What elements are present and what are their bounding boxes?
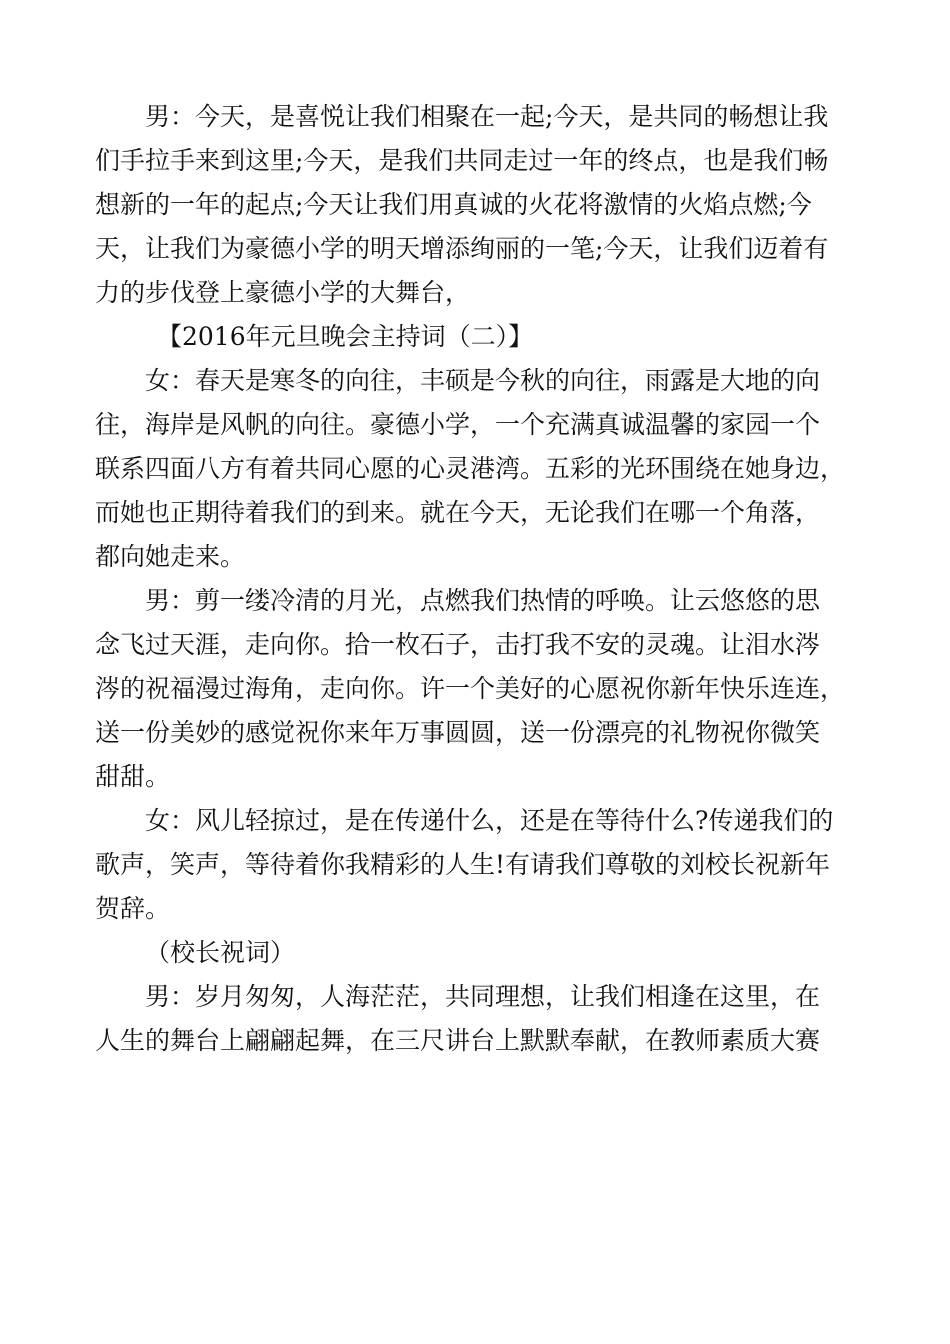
text-line: 男：剪一缕冷清的月光，点燃我们热情的呼唤。让云悠悠的思 (145, 586, 821, 615)
text-line: 而她也正期待着我们的到来。就在今天，无论我们在哪一个角落， (95, 498, 821, 527)
paragraph-intro-male (95, 95, 857, 315)
text-line: 女：春天是寒冬的向往，丰硕是今秋的向往，雨露是大地的向 (145, 366, 821, 395)
paragraph-principal-speech (95, 931, 857, 975)
text-line: 力的步伐登上豪德小学的大舞台， (95, 278, 471, 307)
text-line: 们手拉手来到这里;今天，是我们共同走过一年的终点，也是我们畅 (95, 146, 829, 175)
paragraph-male-3 (95, 975, 857, 1063)
text-line: 天，让我们为豪德小学的明天增添绚丽的一笔;今天，让我们迈着有 (95, 234, 829, 263)
text-line: 男：今天，是喜悦让我们相聚在一起;今天，是共同的畅想让我 (145, 102, 829, 131)
paragraph-male-2 (95, 579, 857, 799)
text-line: 人生的舞台上翩翩起舞，在三尺讲台上默默奉献，在教师素质大赛 (95, 1026, 821, 1055)
text-line: 贺辞。 (95, 894, 171, 923)
text-line: 往，海岸是风帆的向往。豪德小学，一个充满真诚温馨的家园一个 (95, 410, 821, 439)
text-line: 送一份美妙的感觉祝你来年万事圆圆，送一份漂亮的礼物祝你微笑 (95, 718, 821, 747)
text-line: 歌声，笑声，等待着你我精彩的人生!有请我们尊敬的刘校长祝新年 (95, 850, 831, 879)
text-line: （校长祝词） (145, 938, 296, 967)
text-line: 女：风儿轻掠过，是在传递什么，还是在等待什么?传递我们的 (145, 806, 834, 835)
section-heading: 【2016年元旦晚会主持词（二）】 (157, 322, 534, 351)
text-line: 想新的一年的起点;今天让我们用真诚的火花将激情的火焰点燃;今 (95, 190, 812, 219)
paragraph-female-1 (95, 359, 857, 579)
text-line: 涔的祝福漫过海角，走向你。许一个美好的心愿祝你新年快乐连连， (95, 674, 846, 703)
text-line: 都向她走来。 (95, 542, 246, 571)
text-line: 联系四面八方有着共同心愿的心灵港湾。五彩的光环围绕在她身边， (95, 454, 846, 483)
text-line: 男：岁月匆匆，人海茫茫，共同理想，让我们相逢在这里，在 (145, 982, 821, 1011)
document-body (95, 95, 857, 1063)
text-line: 甜甜。 (95, 762, 171, 791)
section-title (95, 315, 857, 359)
paragraph-female-2 (95, 799, 857, 931)
text-line: 念飞过天涯，走向你。拾一枚石子，击打我不安的灵魂。让泪水涔 (95, 630, 821, 659)
